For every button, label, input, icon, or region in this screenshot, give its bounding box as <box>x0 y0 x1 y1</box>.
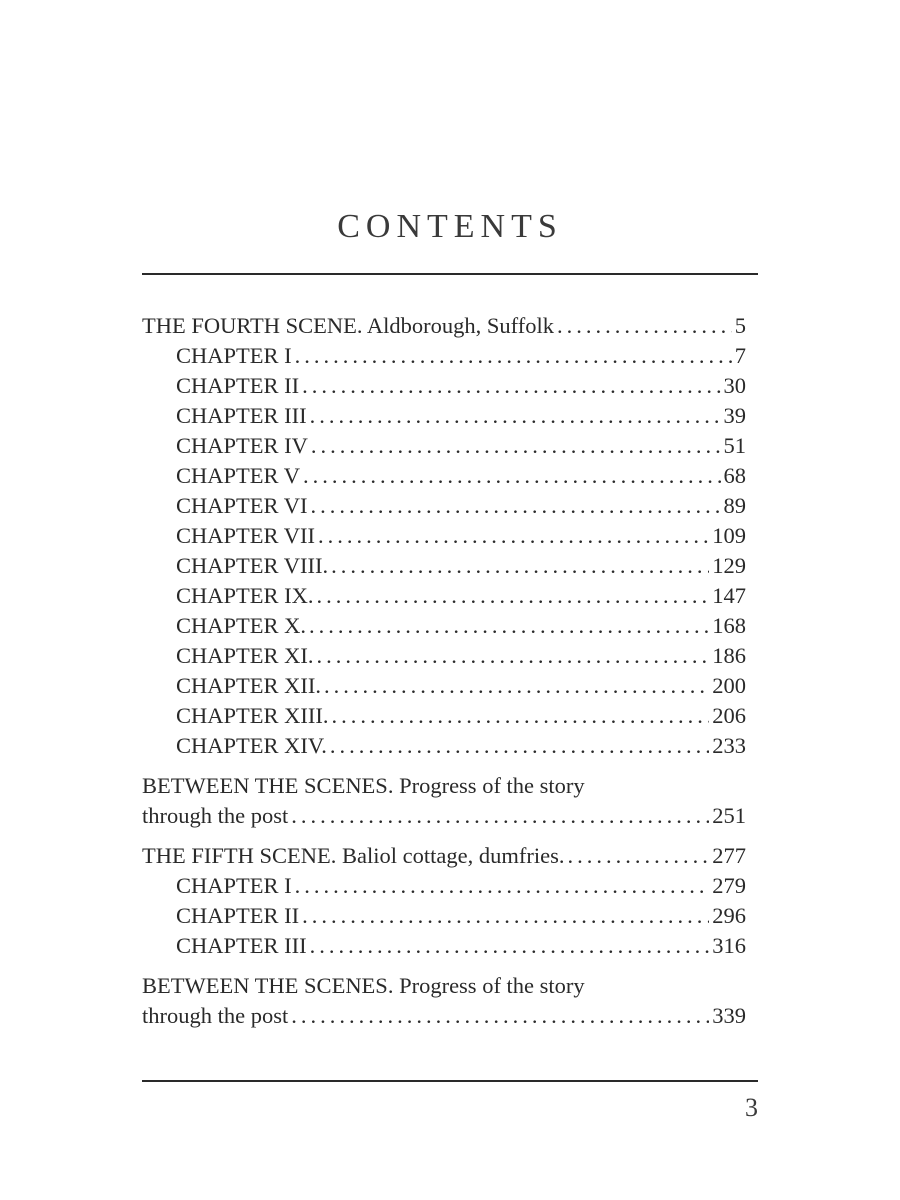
toc-entry-chapter <box>142 581 746 611</box>
toc-entry-page: 277 <box>712 843 746 868</box>
toc-entry-label: CHAPTER VIII. <box>176 553 329 578</box>
toc-entry-label: CHAPTER IX. <box>176 583 314 608</box>
dot-leader <box>317 581 710 611</box>
toc-entry-label: THE FIFTH SCENE. Baliol cottage, dumfries. <box>142 843 565 868</box>
toc-entry-label: CHAPTER VI <box>176 493 308 518</box>
toc-entry-label: CHAPTER XIII. <box>176 703 329 728</box>
toc-entry-label: CHAPTER IV <box>176 433 308 458</box>
toc-entry-page: 51 <box>723 433 746 458</box>
toc-entry-page: 89 <box>723 493 746 518</box>
toc-entry-chapter <box>142 931 746 961</box>
toc-entry-page: 147 <box>712 583 746 608</box>
dot-leader <box>291 1001 709 1031</box>
toc-group-fifth-scene <box>142 841 746 961</box>
toc-entry-page: 5 <box>734 313 746 338</box>
dot-leader <box>317 641 710 671</box>
toc-entry-scene <box>142 841 746 871</box>
toc-entry-label: CHAPTER III <box>176 403 307 428</box>
dot-leader <box>310 401 721 431</box>
toc-entry-page: 168 <box>712 613 746 638</box>
toc-entry-chapter <box>142 401 746 431</box>
dot-leader <box>303 461 721 491</box>
page-title: CONTENTS <box>337 208 563 245</box>
toc-entry-page: 233 <box>712 733 746 758</box>
toc-entry-label: CHAPTER VII <box>176 523 315 548</box>
toc-group-between-scenes-2 <box>142 971 746 1031</box>
dot-leader <box>310 931 710 961</box>
toc-entry-chapter <box>142 731 746 761</box>
toc-entry-label: CHAPTER I <box>176 873 292 898</box>
dot-leader <box>331 551 709 581</box>
dot-leader <box>302 371 720 401</box>
toc-entry-page: 206 <box>712 703 746 728</box>
toc-entry-label: CHAPTER XII. <box>176 673 321 698</box>
dot-leader <box>332 701 710 731</box>
toc-entry-label: CHAPTER III <box>176 933 307 958</box>
toc-entry-chapter <box>142 611 746 641</box>
dot-leader <box>330 731 709 761</box>
top-rule <box>142 273 758 275</box>
toc-entry-label: THE FOURTH SCENE. Aldborough, Suffolk <box>142 313 554 338</box>
toc-entry-chapter <box>142 431 746 461</box>
toc-entry-page: 279 <box>712 873 746 898</box>
toc-entry-page: 129 <box>712 553 746 578</box>
toc-entry-label: through the post <box>142 1003 289 1028</box>
toc-entry-chapter <box>142 521 746 551</box>
toc-entry-label-first-line: BETWEEN THE SCENES. Progress of the story <box>142 973 585 998</box>
dot-leader <box>324 671 709 701</box>
toc-entry-label: CHAPTER V <box>176 463 300 488</box>
toc-entry-page: 296 <box>712 903 746 928</box>
dot-leader <box>567 841 709 871</box>
dot-leader <box>291 801 709 831</box>
toc-entry-chapter <box>142 871 746 901</box>
toc-entry-label: CHAPTER I <box>176 343 292 368</box>
toc-group-fourth-scene <box>142 311 746 761</box>
dot-leader <box>310 491 720 521</box>
toc-entry-chapter <box>142 551 746 581</box>
toc-entry-chapter <box>142 671 746 701</box>
bottom-rule <box>142 1080 758 1082</box>
toc-entry-page: 39 <box>723 403 746 428</box>
dot-leader <box>309 611 709 641</box>
toc-entry-label: CHAPTER XI. <box>176 643 314 668</box>
toc-entry-page: 316 <box>712 933 746 958</box>
toc-entry-label: through the post <box>142 803 289 828</box>
toc-entry-page: 200 <box>712 673 746 698</box>
toc-entry-between <box>142 1001 746 1031</box>
dot-leader <box>311 431 721 461</box>
dot-leader <box>302 901 709 931</box>
dot-leader <box>557 311 732 341</box>
dot-leader <box>295 871 710 901</box>
toc-entry-scene <box>142 311 746 341</box>
dot-leader <box>295 341 732 371</box>
toc-entry-page: 109 <box>712 523 746 548</box>
toc-entry-page: 186 <box>712 643 746 668</box>
toc-entry-chapter <box>142 491 746 521</box>
toc-entry-chapter <box>142 641 746 671</box>
toc-entry-chapter <box>142 371 746 401</box>
toc-entry-chapter <box>142 901 746 931</box>
toc-entry-label: CHAPTER II <box>176 903 300 928</box>
toc-entry-page: 68 <box>723 463 746 488</box>
page-number: 3 <box>745 1093 758 1122</box>
toc-entry-page: 251 <box>712 803 746 828</box>
toc-entry-label: CHAPTER II <box>176 373 300 398</box>
toc-entry-label-first-line: BETWEEN THE SCENES. Progress of the story <box>142 773 585 798</box>
toc-entry-chapter <box>142 341 746 371</box>
toc-entry-label: CHAPTER X. <box>176 613 307 638</box>
toc-entry-page: 30 <box>723 373 746 398</box>
toc-entry-page: 339 <box>712 1003 746 1028</box>
toc-group-between-scenes-1 <box>142 771 746 831</box>
toc-entry-page: 7 <box>734 343 746 368</box>
toc-entry-chapter <box>142 701 746 731</box>
dot-leader <box>318 521 709 551</box>
toc-entry-label: CHAPTER XIV. <box>176 733 327 758</box>
toc-entry-between <box>142 801 746 831</box>
toc-entry-chapter <box>142 461 746 491</box>
table-of-contents <box>142 311 746 1041</box>
